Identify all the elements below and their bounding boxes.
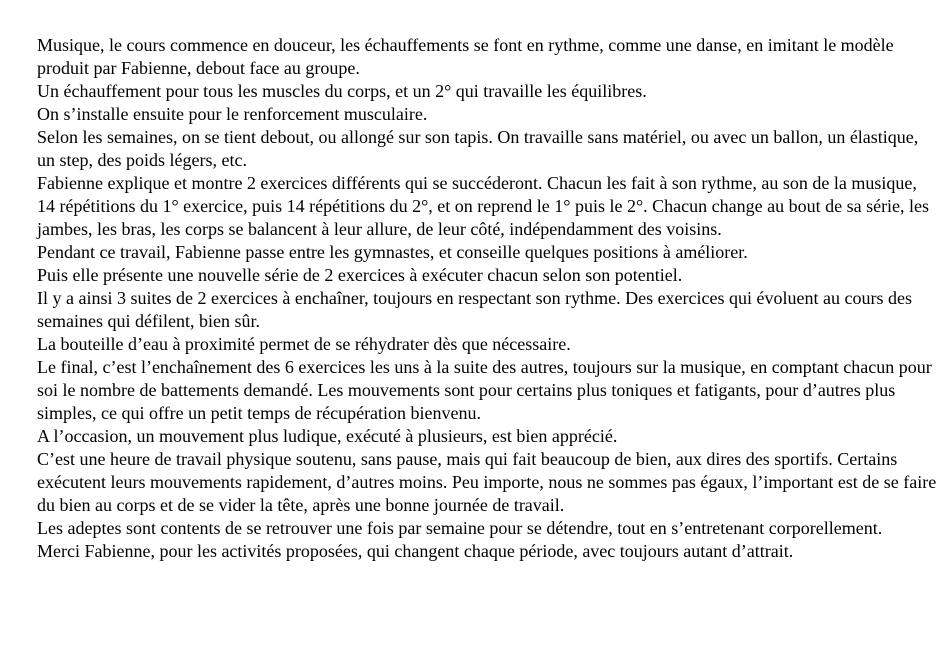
paragraph-12: C’est une heure de travail physique soutenu, sans pause, mais qui fait beaucoup de bien, aux dires des sportifs. Certains exécutent leurs mouvements rapidement, d’autres moins. Peu importe, nous ne sommes pas égaux, l’important est de se faire du bien au corps et de se vider la tête, après une bonne journée de travail. bbox=[37, 449, 937, 515]
paragraph-6: Pendant ce travail, Fabienne passe entre les gymnastes, et conseille quelques positions à améliorer. bbox=[37, 242, 748, 262]
paragraph-13: Les adeptes sont contents de se retrouver une fois par semaine pour se détendre, tout en s’entretenant corporellement. bbox=[37, 518, 883, 538]
paragraph-5: Fabienne explique et montre 2 exercices différents qui se succéderont. Chacun les fait à son rythme, au son de la musique, 14 répétitions du 1° exercice, puis 14 répétitions du 2°, et on reprend le 1° puis le 2°. Chacun change au bout de sa série, les jambes, les bras, les corps se balancent à leur allure, de leur côté, indépendamment des voisins. bbox=[37, 173, 930, 239]
paragraph-14: Merci Fabienne, pour les activités proposées, qui changent chaque période, avec toujours autant d’attrait. bbox=[37, 541, 794, 561]
document-body bbox=[37, 34, 937, 563]
paragraph-4: Selon les semaines, on se tient debout, ou allongé sur son tapis. On travaille sans matériel, ou avec un ballon, un élastique, un step, des poids légers, etc. bbox=[37, 127, 919, 170]
paragraph-10: Le final, c’est l’enchaînement des 6 exercices les uns à la suite des autres, toujours sur la musique, en comptant chacun pour soi le nombre de battements demandé. Les mouvements sont pour certains plus toniques et fatigants, pour d’autres plus simples, ce qui offre un petit temps de récupération bienvenu. bbox=[37, 357, 932, 423]
paragraph-2: Un échauffement pour tous les muscles du corps, et un 2° qui travaille les équilibres. bbox=[37, 81, 647, 101]
paragraph-3: On s’installe ensuite pour le renforcement musculaire. bbox=[37, 104, 428, 124]
paragraph-8: Il y a ainsi 3 suites de 2 exercices à enchaîner, toujours en respectant son rythme. Des exercices qui évoluent au cours des semaines qui défilent, bien sûr. bbox=[37, 288, 912, 331]
paragraph-9: La bouteille d’eau à proximité permet de se réhydrater dès que nécessaire. bbox=[37, 334, 571, 354]
paragraph-7: Puis elle présente une nouvelle série de 2 exercices à exécuter chacun selon son potentiel. bbox=[37, 265, 683, 285]
paragraph-1: Musique, le cours commence en douceur, les échauffements se font en rythme, comme une danse, en imitant le modèle produit par Fabienne, debout face au groupe. bbox=[37, 35, 894, 78]
paragraph-11: A l’occasion, un mouvement plus ludique, exécuté à plusieurs, est bien apprécié. bbox=[37, 426, 618, 446]
